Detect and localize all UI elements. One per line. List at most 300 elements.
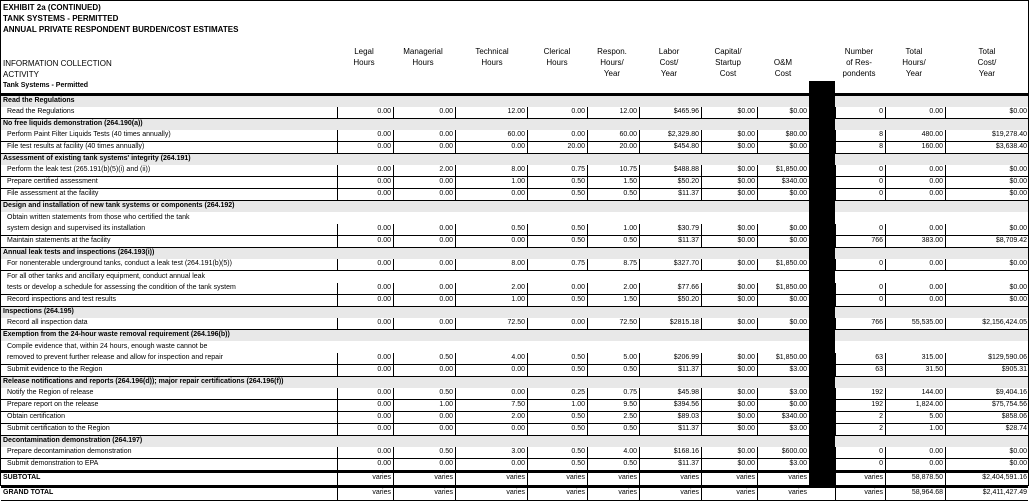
total-hours-cell: 315.00 (885, 353, 945, 364)
table-row (1, 165, 1028, 177)
table-row (1, 107, 1028, 119)
technical-hours-cell: 4.00 (455, 353, 527, 364)
om-cost-cell: $3.00 (757, 365, 809, 376)
total-hours-cell: 58,878.50 (885, 473, 945, 485)
capital-cost-cell: varies (701, 488, 757, 500)
managerial-hours-cell: 0.00 (393, 365, 455, 376)
total-cost-cell: $0.00 (945, 189, 1029, 200)
table-row (1, 388, 1028, 400)
activity-label: GRAND TOTAL (3, 489, 54, 496)
clerical-hours-cell: 0.75 (527, 165, 587, 176)
labor-cost-cell: $50.20 (639, 295, 701, 306)
activity-label: Read the Regulations (3, 97, 75, 104)
total-hours-cell: 144.00 (885, 388, 945, 399)
om-cost-cell: $80.00 (757, 130, 809, 141)
labor-header-line1: Labor (658, 47, 680, 56)
total-hours-cell: 1.00 (885, 424, 945, 435)
clerical-hours-cell: 0.50 (527, 459, 587, 470)
total-cost-cell: $0.00 (945, 447, 1029, 458)
section-title-row (1, 81, 1028, 96)
section-header-row (1, 96, 1028, 107)
om-cost-cell: $3.00 (757, 459, 809, 470)
om-cost-cell: $0.00 (757, 236, 809, 247)
respondents-cell: 0 (835, 295, 885, 306)
legal-hours-cell: 0.00 (337, 447, 393, 458)
total-cost-cell: $75,754.56 (945, 400, 1029, 411)
sheet-subtitle: TANK SYSTEMS - PERMITTED (3, 14, 119, 23)
activity-label-continued: removed to prevent further release and allow for inspection and repair (7, 354, 223, 361)
total-cost-header-line2: Cost/ (977, 58, 997, 67)
table-row (1, 130, 1028, 142)
total-hours-cell: 0.00 (885, 177, 945, 188)
clerical-hours-cell: 1.00 (527, 400, 587, 411)
table-row (1, 365, 1028, 377)
legal-hours-cell: 0.00 (337, 283, 393, 294)
respondents-cell: 0 (835, 189, 885, 200)
section-header-row (1, 436, 1028, 447)
managerial-header-line1: Managerial (403, 47, 443, 56)
total-hours-cell: 31.50 (885, 365, 945, 376)
total-cost-cell: $2,404,591.16 (945, 473, 1029, 485)
activity-label: Perform the leak test (265.191(b)(5)(i) and (ii)) (7, 166, 151, 173)
activity-label: Prepare decontamination demonstration (7, 448, 132, 455)
respondents-cell: 2 (835, 424, 885, 435)
managerial-hours-cell: 0.00 (393, 107, 455, 118)
total-row (1, 486, 1028, 501)
om-header-line1: O&M (773, 58, 793, 67)
table-row (1, 412, 1028, 424)
total-hours-cell: 5.00 (885, 412, 945, 423)
table-row (1, 341, 1028, 365)
capital-header-line2: Startup (715, 58, 741, 67)
total-cost-cell: $0.00 (945, 224, 1029, 235)
capital-cost-cell: $0.00 (701, 365, 757, 376)
clerical-hours-cell: 0.75 (527, 259, 587, 270)
respon-hours-cell: 0.50 (587, 459, 639, 470)
legal-hours-cell: 0.00 (337, 165, 393, 176)
capital-cost-cell: $0.00 (701, 259, 757, 270)
legal-header-line1: Legal (354, 47, 374, 56)
legal-hours-cell: 0.00 (337, 400, 393, 411)
total-hours-cell: 0.00 (885, 107, 945, 118)
om-cost-cell: $600.00 (757, 447, 809, 458)
labor-cost-cell: $45.98 (639, 388, 701, 399)
clerical-hours-cell: 0.50 (527, 447, 587, 458)
respon-hours-cell: 5.00 (587, 353, 639, 364)
respon-hours-cell: 12.00 (587, 107, 639, 118)
legal-hours-cell: 0.00 (337, 459, 393, 470)
activity-label: Submit demonstration to EPA (7, 460, 99, 467)
total-cost-cell: $8,709.42 (945, 236, 1029, 247)
clerical-hours-cell: 0.50 (527, 353, 587, 364)
labor-cost-cell: varies (639, 473, 701, 485)
activity-label: Decontamination demonstration (264.197) (3, 437, 143, 444)
om-cost-cell: $3.00 (757, 388, 809, 399)
technical-hours-cell: 0.50 (455, 224, 527, 235)
activity-label: Release notifications and reports (264.196(d)); major repair certifications (264.196(f)) (3, 378, 284, 385)
legal-hours-cell: 0.00 (337, 259, 393, 270)
activity-label: File test results at facility (40 times annually) (7, 143, 145, 150)
technical-hours-cell: 72.50 (455, 318, 527, 329)
clerical-hours-cell: 20.00 (527, 142, 587, 153)
total-hours-cell: 0.00 (885, 165, 945, 176)
technical-hours-cell: 0.00 (455, 189, 527, 200)
activity-label-continued: tests or develop a schedule for assessing the condition of the tank system (7, 284, 236, 291)
respon-hours-cell: 0.75 (587, 388, 639, 399)
om-cost-cell: $1,850.00 (757, 259, 809, 270)
capital-cost-cell: $0.00 (701, 165, 757, 176)
clerical-header-line2: Hours (546, 58, 568, 67)
technical-header-line2: Hours (481, 58, 503, 67)
managerial-hours-cell: 0.00 (393, 295, 455, 306)
table-row (1, 271, 1028, 295)
technical-hours-cell: 0.00 (455, 388, 527, 399)
managerial-hours-cell: 0.50 (393, 388, 455, 399)
clerical-hours-cell: 0.25 (527, 388, 587, 399)
table-row (1, 189, 1028, 201)
section-header-row (1, 154, 1028, 165)
clerical-hours-cell: 0.50 (527, 412, 587, 423)
total-cost-cell: $0.00 (945, 283, 1029, 294)
technical-hours-cell: 1.00 (455, 177, 527, 188)
labor-cost-cell: $11.37 (639, 459, 701, 470)
total-hours-cell: 1,824.00 (885, 400, 945, 411)
respon-hours-cell: 10.75 (587, 165, 639, 176)
activity-label: SUBTOTAL (3, 474, 41, 481)
total-hours-cell: 383.00 (885, 236, 945, 247)
total-cost-cell: $0.00 (945, 295, 1029, 306)
total-hours-cell: 55,535.00 (885, 318, 945, 329)
technical-hours-cell: 8.00 (455, 165, 527, 176)
capital-cost-cell: $0.00 (701, 424, 757, 435)
total-cost-cell: $2,411,427.49 (945, 488, 1029, 500)
table-row (1, 447, 1028, 459)
total-cost-cell: $3,638.40 (945, 142, 1029, 153)
managerial-hours-cell: 2.00 (393, 165, 455, 176)
total-cost-cell: $858.06 (945, 412, 1029, 423)
activity-label-continued: system design and supervised its installation (7, 225, 146, 232)
labor-cost-cell: $2,329.80 (639, 130, 701, 141)
technical-hours-cell: 0.00 (455, 142, 527, 153)
managerial-hours-cell: 0.00 (393, 412, 455, 423)
activity-label: Obtain written statements from those who certified the tank (7, 214, 190, 221)
table-row (1, 177, 1028, 189)
clerical-hours-cell: 0.50 (527, 365, 587, 376)
total-cost-cell: $0.00 (945, 459, 1029, 470)
om-cost-cell: $0.00 (757, 107, 809, 118)
technical-hours-cell: 2.00 (455, 412, 527, 423)
activity-label: Record inspections and test results (7, 296, 116, 303)
activity-label: Prepare certified assessment (7, 178, 98, 185)
managerial-hours-cell: 1.00 (393, 400, 455, 411)
technical-hours-cell: varies (455, 488, 527, 500)
total-hours-cell: 0.00 (885, 224, 945, 235)
section-header-row (1, 307, 1028, 318)
technical-hours-cell: 8.00 (455, 259, 527, 270)
managerial-hours-cell: 0.00 (393, 142, 455, 153)
legal-hours-cell: 0.00 (337, 412, 393, 423)
respon-hours-cell: 9.50 (587, 400, 639, 411)
respon-hours-cell: 0.50 (587, 236, 639, 247)
respon-hours-cell: 72.50 (587, 318, 639, 329)
respondents-cell: 8 (835, 142, 885, 153)
capital-cost-cell: $0.00 (701, 130, 757, 141)
table-row (1, 236, 1028, 248)
activity-label: Prepare report on the release (7, 401, 99, 408)
respon-hours-cell: 0.50 (587, 424, 639, 435)
clerical-hours-cell: 0.00 (527, 107, 587, 118)
total-hours-cell: 0.00 (885, 459, 945, 470)
capital-cost-cell: $0.00 (701, 224, 757, 235)
total-hours-cell: 0.00 (885, 295, 945, 306)
clerical-hours-cell: 0.50 (527, 189, 587, 200)
total-cost-cell: $28.74 (945, 424, 1029, 435)
technical-hours-cell: varies (455, 473, 527, 485)
respon-hours-cell: 2.50 (587, 412, 639, 423)
labor-header-line3: Year (660, 69, 678, 78)
technical-hours-cell: 1.00 (455, 295, 527, 306)
managerial-hours-cell: 0.00 (393, 177, 455, 188)
technical-hours-cell: 0.00 (455, 365, 527, 376)
labor-cost-cell: $11.37 (639, 189, 701, 200)
capital-cost-cell: $0.00 (701, 400, 757, 411)
total-cost-cell: $905.31 (945, 365, 1029, 376)
respondents-cell: 63 (835, 353, 885, 364)
managerial-hours-cell: 0.00 (393, 283, 455, 294)
burden-table (1, 81, 1028, 501)
respon-header-line3: Year (603, 69, 621, 78)
respon-hours-cell: 0.50 (587, 189, 639, 200)
labor-cost-cell: $168.16 (639, 447, 701, 458)
capital-cost-cell: $0.00 (701, 447, 757, 458)
labor-cost-cell: $50.20 (639, 177, 701, 188)
respondents-cell: 766 (835, 318, 885, 329)
respondents-cell: varies (835, 473, 885, 485)
respon-hours-cell: 1.50 (587, 177, 639, 188)
section-header-row (1, 377, 1028, 388)
activity-label: Inspections (264.195) (3, 308, 74, 315)
technical-hours-cell: 3.00 (455, 447, 527, 458)
table-row (1, 459, 1028, 471)
managerial-hours-cell: varies (393, 488, 455, 500)
labor-cost-cell: $11.37 (639, 236, 701, 247)
respon-hours-cell: 1.50 (587, 295, 639, 306)
activity-label: Obtain certification (7, 413, 65, 420)
activity-label: Notify the Region of release (7, 389, 94, 396)
managerial-hours-cell: 0.00 (393, 236, 455, 247)
om-cost-cell: $0.00 (757, 400, 809, 411)
table-row (1, 424, 1028, 436)
table-row (1, 212, 1028, 236)
total-cost-cell: $129,590.06 (945, 353, 1029, 364)
activity-label: Perform Paint Filter Liquids Tests (40 times annually) (7, 131, 171, 138)
respondents-cell: 192 (835, 400, 885, 411)
legal-hours-cell: 0.00 (337, 142, 393, 153)
activity-label: File assessment at the facility (7, 190, 99, 197)
number-header-line2: of Res- (846, 58, 872, 67)
capital-cost-cell: $0.00 (701, 412, 757, 423)
respon-hours-cell: 8.75 (587, 259, 639, 270)
managerial-hours-cell: 0.00 (393, 459, 455, 470)
respondents-cell: 0 (835, 177, 885, 188)
activity-label: Exemption from the 24-hour waste removal requirement (264.196(b)) (3, 331, 230, 338)
activity-label: Compile evidence that, within 24 hours, enough waste cannot be (7, 343, 208, 350)
clerical-hours-cell: 0.50 (527, 224, 587, 235)
total-hours-cell: 0.00 (885, 447, 945, 458)
technical-hours-cell: 7.50 (455, 400, 527, 411)
clerical-hours-cell: 0.50 (527, 424, 587, 435)
total-hours-header-line2: Hours/ (902, 58, 926, 67)
om-cost-cell: $340.00 (757, 412, 809, 423)
labor-cost-cell: $327.70 (639, 259, 701, 270)
capital-cost-cell: $0.00 (701, 283, 757, 294)
total-hours-header-line3: Year (905, 69, 923, 78)
labor-cost-cell: $465.96 (639, 107, 701, 118)
om-cost-cell: $3.00 (757, 424, 809, 435)
activity-label: Submit evidence to the Region (7, 366, 103, 373)
respondents-cell: varies (835, 488, 885, 500)
respondents-cell: 192 (835, 388, 885, 399)
om-cost-cell: $1,850.00 (757, 165, 809, 176)
technical-hours-cell: 2.00 (455, 283, 527, 294)
om-cost-cell: $0.00 (757, 295, 809, 306)
labor-cost-cell: $206.99 (639, 353, 701, 364)
technical-hours-cell: 0.00 (455, 236, 527, 247)
separator-column (809, 81, 835, 485)
om-cost-cell: varies (757, 473, 809, 485)
section-header-row (1, 248, 1028, 259)
total-hours-header-line1: Total (905, 47, 923, 56)
technical-hours-cell: 60.00 (455, 130, 527, 141)
managerial-header-line2: Hours (412, 58, 434, 67)
activity-label: Tank Systems - Permitted (3, 82, 89, 89)
managerial-hours-cell: 0.00 (393, 318, 455, 329)
number-header-line1: Number (844, 47, 874, 56)
managerial-hours-cell: varies (393, 473, 455, 485)
om-cost-cell: $0.00 (757, 189, 809, 200)
managerial-hours-cell: 0.00 (393, 424, 455, 435)
om-cost-cell: $0.00 (757, 224, 809, 235)
clerical-hours-cell: 0.00 (527, 318, 587, 329)
respon-hours-cell: 60.00 (587, 130, 639, 141)
legal-hours-cell: 0.00 (337, 353, 393, 364)
activity-label: Design and installation of new tank systems or components (264.192) (3, 202, 235, 209)
capital-cost-cell: $0.00 (701, 388, 757, 399)
activity-label: Read the Regulations (7, 108, 75, 115)
respondents-cell: 766 (835, 236, 885, 247)
respon-hours-cell: varies (587, 488, 639, 500)
sheet-caption: ANNUAL PRIVATE RESPONDENT BURDEN/COST ESTIMATES (3, 25, 239, 34)
capital-cost-cell: $0.00 (701, 107, 757, 118)
labor-cost-cell: $2815.18 (639, 318, 701, 329)
legal-hours-cell: 0.00 (337, 130, 393, 141)
managerial-hours-cell: 0.50 (393, 353, 455, 364)
number-header-line3: pondents (842, 69, 876, 78)
respon-hours-cell: 2.00 (587, 283, 639, 294)
activity-label: No free liquids demonstration (264.190(a)) (3, 120, 143, 127)
om-cost-cell: $1,850.00 (757, 283, 809, 294)
total-cost-cell: $19,278.40 (945, 130, 1029, 141)
legal-hours-cell: 0.00 (337, 318, 393, 329)
table-row (1, 142, 1028, 154)
table-row (1, 400, 1028, 412)
capital-cost-cell: $0.00 (701, 189, 757, 200)
total-hours-cell: 0.00 (885, 283, 945, 294)
legal-hours-cell: varies (337, 473, 393, 485)
technical-hours-cell: 0.00 (455, 459, 527, 470)
capital-cost-cell: $0.00 (701, 318, 757, 329)
managerial-hours-cell: 0.50 (393, 447, 455, 458)
labor-cost-cell: $77.66 (639, 283, 701, 294)
activity-label: For nonenterable underground tanks, conduct a leak test (264.191(b)(5)) (7, 260, 232, 267)
respon-hours-cell: varies (587, 473, 639, 485)
capital-cost-cell: $0.00 (701, 353, 757, 364)
capital-cost-cell: varies (701, 473, 757, 485)
capital-cost-cell: $0.00 (701, 295, 757, 306)
respondents-cell: 8 (835, 130, 885, 141)
table-row (1, 318, 1028, 330)
om-cost-cell: $340.00 (757, 177, 809, 188)
om-cost-cell: $1,850.00 (757, 353, 809, 364)
respon-header-line2: Hours/ (600, 58, 624, 67)
activity-label: Maintain statements at the facility (7, 237, 111, 244)
respon-header-line1: Respon. (597, 47, 627, 56)
labor-cost-cell: $11.37 (639, 365, 701, 376)
respondents-cell: 0 (835, 259, 885, 270)
labor-cost-cell: $454.80 (639, 142, 701, 153)
total-row (1, 471, 1028, 486)
clerical-hours-cell: 0.50 (527, 295, 587, 306)
legal-hours-cell: 0.00 (337, 424, 393, 435)
legal-hours-cell: 0.00 (337, 224, 393, 235)
legal-hours-cell: 0.00 (337, 388, 393, 399)
labor-header-line2: Cost/ (659, 58, 679, 67)
respondents-cell: 0 (835, 447, 885, 458)
respon-hours-cell: 20.00 (587, 142, 639, 153)
activity-label: For all other tanks and ancillary equipment, conduct annual leak (7, 273, 206, 280)
respondents-cell: 63 (835, 365, 885, 376)
respondents-cell: 2 (835, 412, 885, 423)
labor-cost-cell: $89.03 (639, 412, 701, 423)
clerical-hours-cell: varies (527, 473, 587, 485)
labor-cost-cell: $11.37 (639, 424, 701, 435)
legal-hours-cell: 0.00 (337, 295, 393, 306)
respondents-cell: 0 (835, 283, 885, 294)
clerical-hours-cell: 0.50 (527, 177, 587, 188)
respon-hours-cell: 0.50 (587, 365, 639, 376)
capital-cost-cell: $0.00 (701, 459, 757, 470)
om-cost-cell: varies (757, 488, 809, 500)
technical-hours-cell: 12.00 (455, 107, 527, 118)
activity-header-line2: ACTIVITY (3, 70, 40, 79)
labor-cost-cell: varies (639, 488, 701, 500)
total-hours-cell: 0.00 (885, 189, 945, 200)
total-cost-cell: $9,404.16 (945, 388, 1029, 399)
total-cost-cell: $0.00 (945, 107, 1029, 118)
section-header-row (1, 330, 1028, 341)
legal-hours-cell: 0.00 (337, 177, 393, 188)
activity-label: Assessment of existing tank systems' integrity (264.191) (3, 155, 191, 162)
technical-header-line1: Technical (475, 47, 509, 56)
total-cost-header-line1: Total (978, 47, 996, 56)
capital-cost-cell: $0.00 (701, 177, 757, 188)
respondents-cell: 0 (835, 459, 885, 470)
legal-hours-cell: 0.00 (337, 365, 393, 376)
capital-cost-cell: $0.00 (701, 236, 757, 247)
labor-cost-cell: $394.56 (639, 400, 701, 411)
total-cost-cell: $0.00 (945, 165, 1029, 176)
section-header-row (1, 201, 1028, 212)
